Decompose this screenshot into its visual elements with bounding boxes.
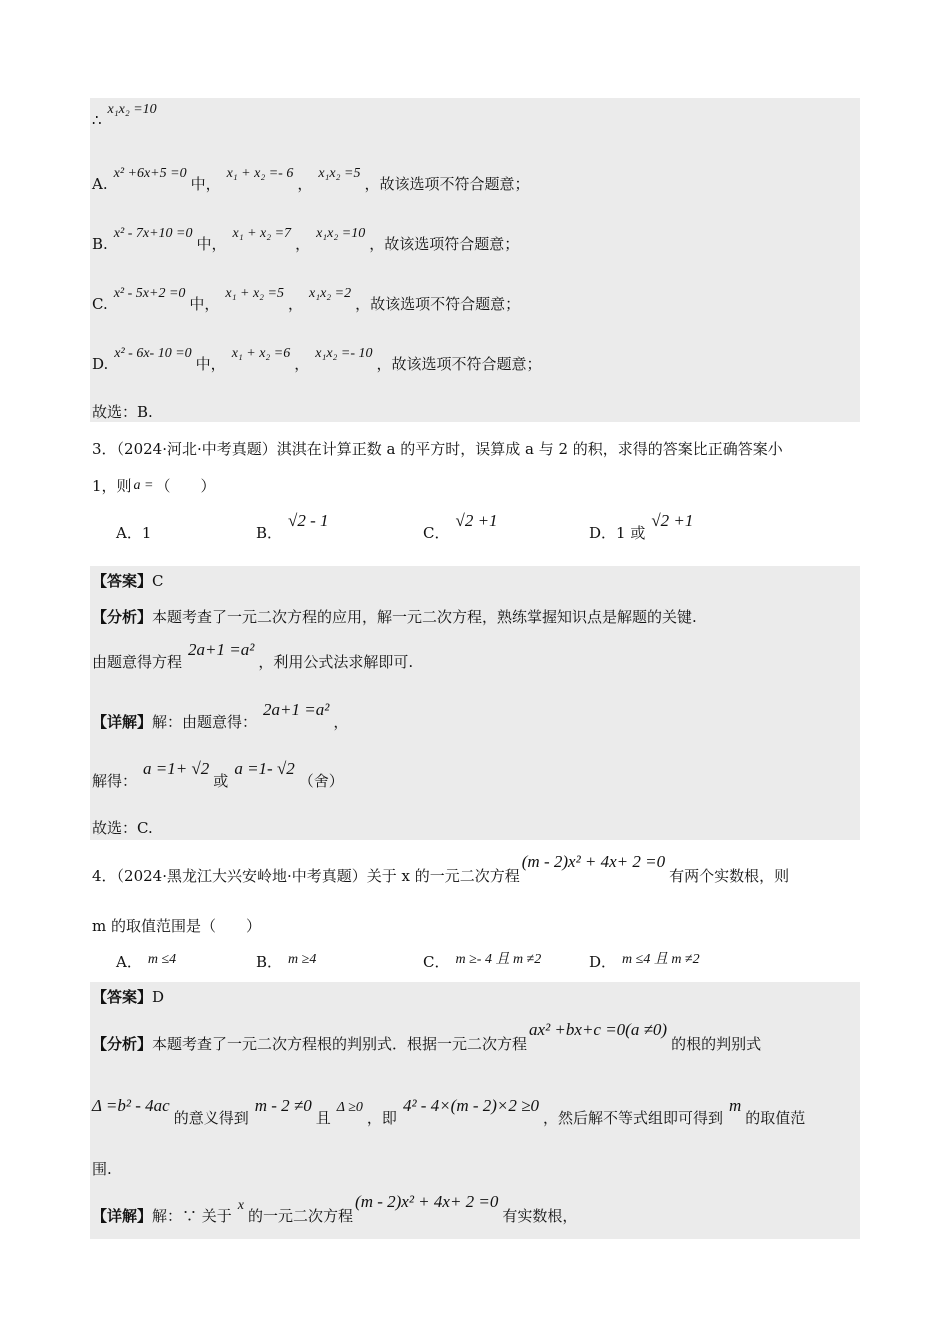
math-expression: x <box>237 1198 245 1213</box>
math-expression: m <box>729 1096 742 1115</box>
prev-intro: ∴x₁x₂ =10 <box>92 102 157 129</box>
q3-answer: 【答案】C <box>92 572 164 590</box>
math-expression: Δ =b² - 4ac <box>92 1096 170 1115</box>
math-expression: √2 +1 <box>455 511 498 530</box>
analysis-tag: 【分析】 <box>92 608 153 626</box>
q3-analysis-line2: 由题意得方程2a+1 =a²，利用公式法求解即可. <box>92 640 414 671</box>
detail-tag: 【详解】 <box>92 713 153 731</box>
math-expression: (m - 2)x² + 4x+ 2 =0 <box>355 1192 499 1211</box>
prev-option-a: A.x² +6x+5 =0中，x₁ + x₂ =- 6，x₁x₂ =5，故该选项不符合题意； <box>92 166 530 193</box>
detail-tag: 【详解】 <box>92 1207 153 1225</box>
math-expression: m - 2 ≠0 <box>254 1096 312 1115</box>
math-expression: √2 - 1 <box>288 511 329 530</box>
q4-stem-line2: m 的取值范围是（ ） <box>92 917 261 935</box>
math-expression: x² - 5x+2 =0 <box>113 286 186 301</box>
math-expression: m ≤4 <box>147 952 177 967</box>
math-expression: 4² - 4×(m - 2)×2 ≥0 <box>402 1096 539 1115</box>
q3-detail: 【详解】解：由题意得：2a+1 =a²， <box>92 700 349 731</box>
math-expression: x₁ + x₂ =5 <box>225 286 284 301</box>
prev-conclusion: 故选：B. <box>92 403 153 421</box>
prev-option-d: D.x² - 6x- 10 =0中，x₁ + x₂ =6，x₁x₂ =- 10，故该选项不符合题意； <box>92 346 542 373</box>
q4-detail: 【详解】解：∵ 关于x的一元二次方程(m - 2)x² + 4x+ 2 =0有实数根， <box>92 1192 578 1225</box>
math-expression: (m - 2)x² + 4x+ 2 =0 <box>521 852 666 871</box>
q4-analysis-line3: 围. <box>92 1160 112 1178</box>
math-expression: 2a+1 =a² <box>263 700 330 719</box>
q4-answer: 【答案】D <box>92 988 165 1006</box>
q4-option-d[interactable]: D． m ≤4 且 m ≠2 <box>589 952 700 971</box>
q4-analysis-line2: Δ =b² - 4ac的意义得到m - 2 ≠0且Δ ≥0，即4² - 4×(m - 2)×2 ≥0，然后解不等式组即可得到m的取值范 <box>92 1096 806 1127</box>
math-expression: x₁x₂ =10 <box>316 226 366 241</box>
math-expression: x₁x₂ =5 <box>318 166 361 181</box>
math-expression: x₁x₂ =10 <box>107 102 157 117</box>
math-expression: a = <box>133 478 154 493</box>
q3-option-b[interactable]: B．√2 - 1 <box>256 511 329 542</box>
math-expression: ax² +bx+c =0(a ≠0) <box>529 1020 668 1039</box>
prev-option-b: B.x² - 7x+10 =0中，x₁ + x₂ =7，x₁x₂ =10，故该选项符合题意； <box>92 226 520 253</box>
q3-analysis: 【分析】本题考查了一元二次方程的应用，解一元二次方程，熟练掌握知识点是解题的关键. <box>92 608 697 626</box>
q3-option-c[interactable]: C．√2 +1 <box>423 511 498 542</box>
q3-stem-line1: 3．（2024·河北·中考真题）淇淇在计算正数 a 的平方时，误算成 a 与 2 的积，求得的答案比正确答案小 <box>92 440 783 458</box>
q4-option-c[interactable]: C． m ≥- 4 且 m ≠2 <box>423 952 542 971</box>
q4-option-b[interactable]: B． m ≥4 <box>256 952 317 971</box>
q3-option-d[interactable]: D．1 或√2 +1 <box>589 511 694 542</box>
math-expression: 2a+1 =a² <box>188 640 255 659</box>
q4-stem: 4．（2024·黑龙江大兴安岭地·中考真题）关于 x 的一元二次方程(m - 2)x² + 4x+ 2 =0有两个实数根，则 <box>92 852 790 885</box>
math-expression: x² - 6x- 10 =0 <box>114 346 192 361</box>
answer-tag: 【答案】 <box>92 988 153 1006</box>
math-expression: a =1+ √2 <box>143 759 210 778</box>
math-expression: √2 +1 <box>651 511 694 530</box>
prev-option-c: C.x² - 5x+2 =0中，x₁ + x₂ =5，x₁x₂ =2，故该选项不符合题意； <box>92 286 521 313</box>
math-expression: x₁ + x₂ =- 6 <box>226 166 294 181</box>
math-expression: m ≥- 4 且 m ≠2 <box>455 952 542 967</box>
answer-tag: 【答案】 <box>92 572 153 590</box>
q4-analysis: 【分析】本题考查了一元二次方程根的判别式．根据一元二次方程ax² +bx+c =0(a ≠0)的根的判别式 <box>92 1020 762 1053</box>
math-expression: a =1- √2 <box>234 759 295 778</box>
math-expression: x² +6x+5 =0 <box>113 166 187 181</box>
math-expression: x₁ + x₂ =7 <box>232 226 292 241</box>
math-expression: Δ ≥0 <box>336 1100 363 1115</box>
q3-option-a[interactable]: A．1 <box>116 524 152 542</box>
q3-stem-line2: 1，则 a = （ ） <box>92 477 216 495</box>
math-expression: m ≤4 且 m ≠2 <box>622 952 700 967</box>
q4-option-a[interactable]: A． m ≤4 <box>116 952 177 971</box>
math-expression: x₁ + x₂ =6 <box>231 346 291 361</box>
math-expression: x₁x₂ =2 <box>309 286 352 301</box>
q3-solve: 解得：a =1+ √2或a =1- √2（舍） <box>92 759 344 790</box>
math-expression: x² - 7x+10 =0 <box>113 226 193 241</box>
q3-conclusion: 故选：C. <box>92 819 153 837</box>
math-expression: m ≥4 <box>288 952 317 967</box>
math-expression: x₁x₂ =- 10 <box>315 346 373 361</box>
analysis-tag: 【分析】 <box>92 1035 153 1053</box>
